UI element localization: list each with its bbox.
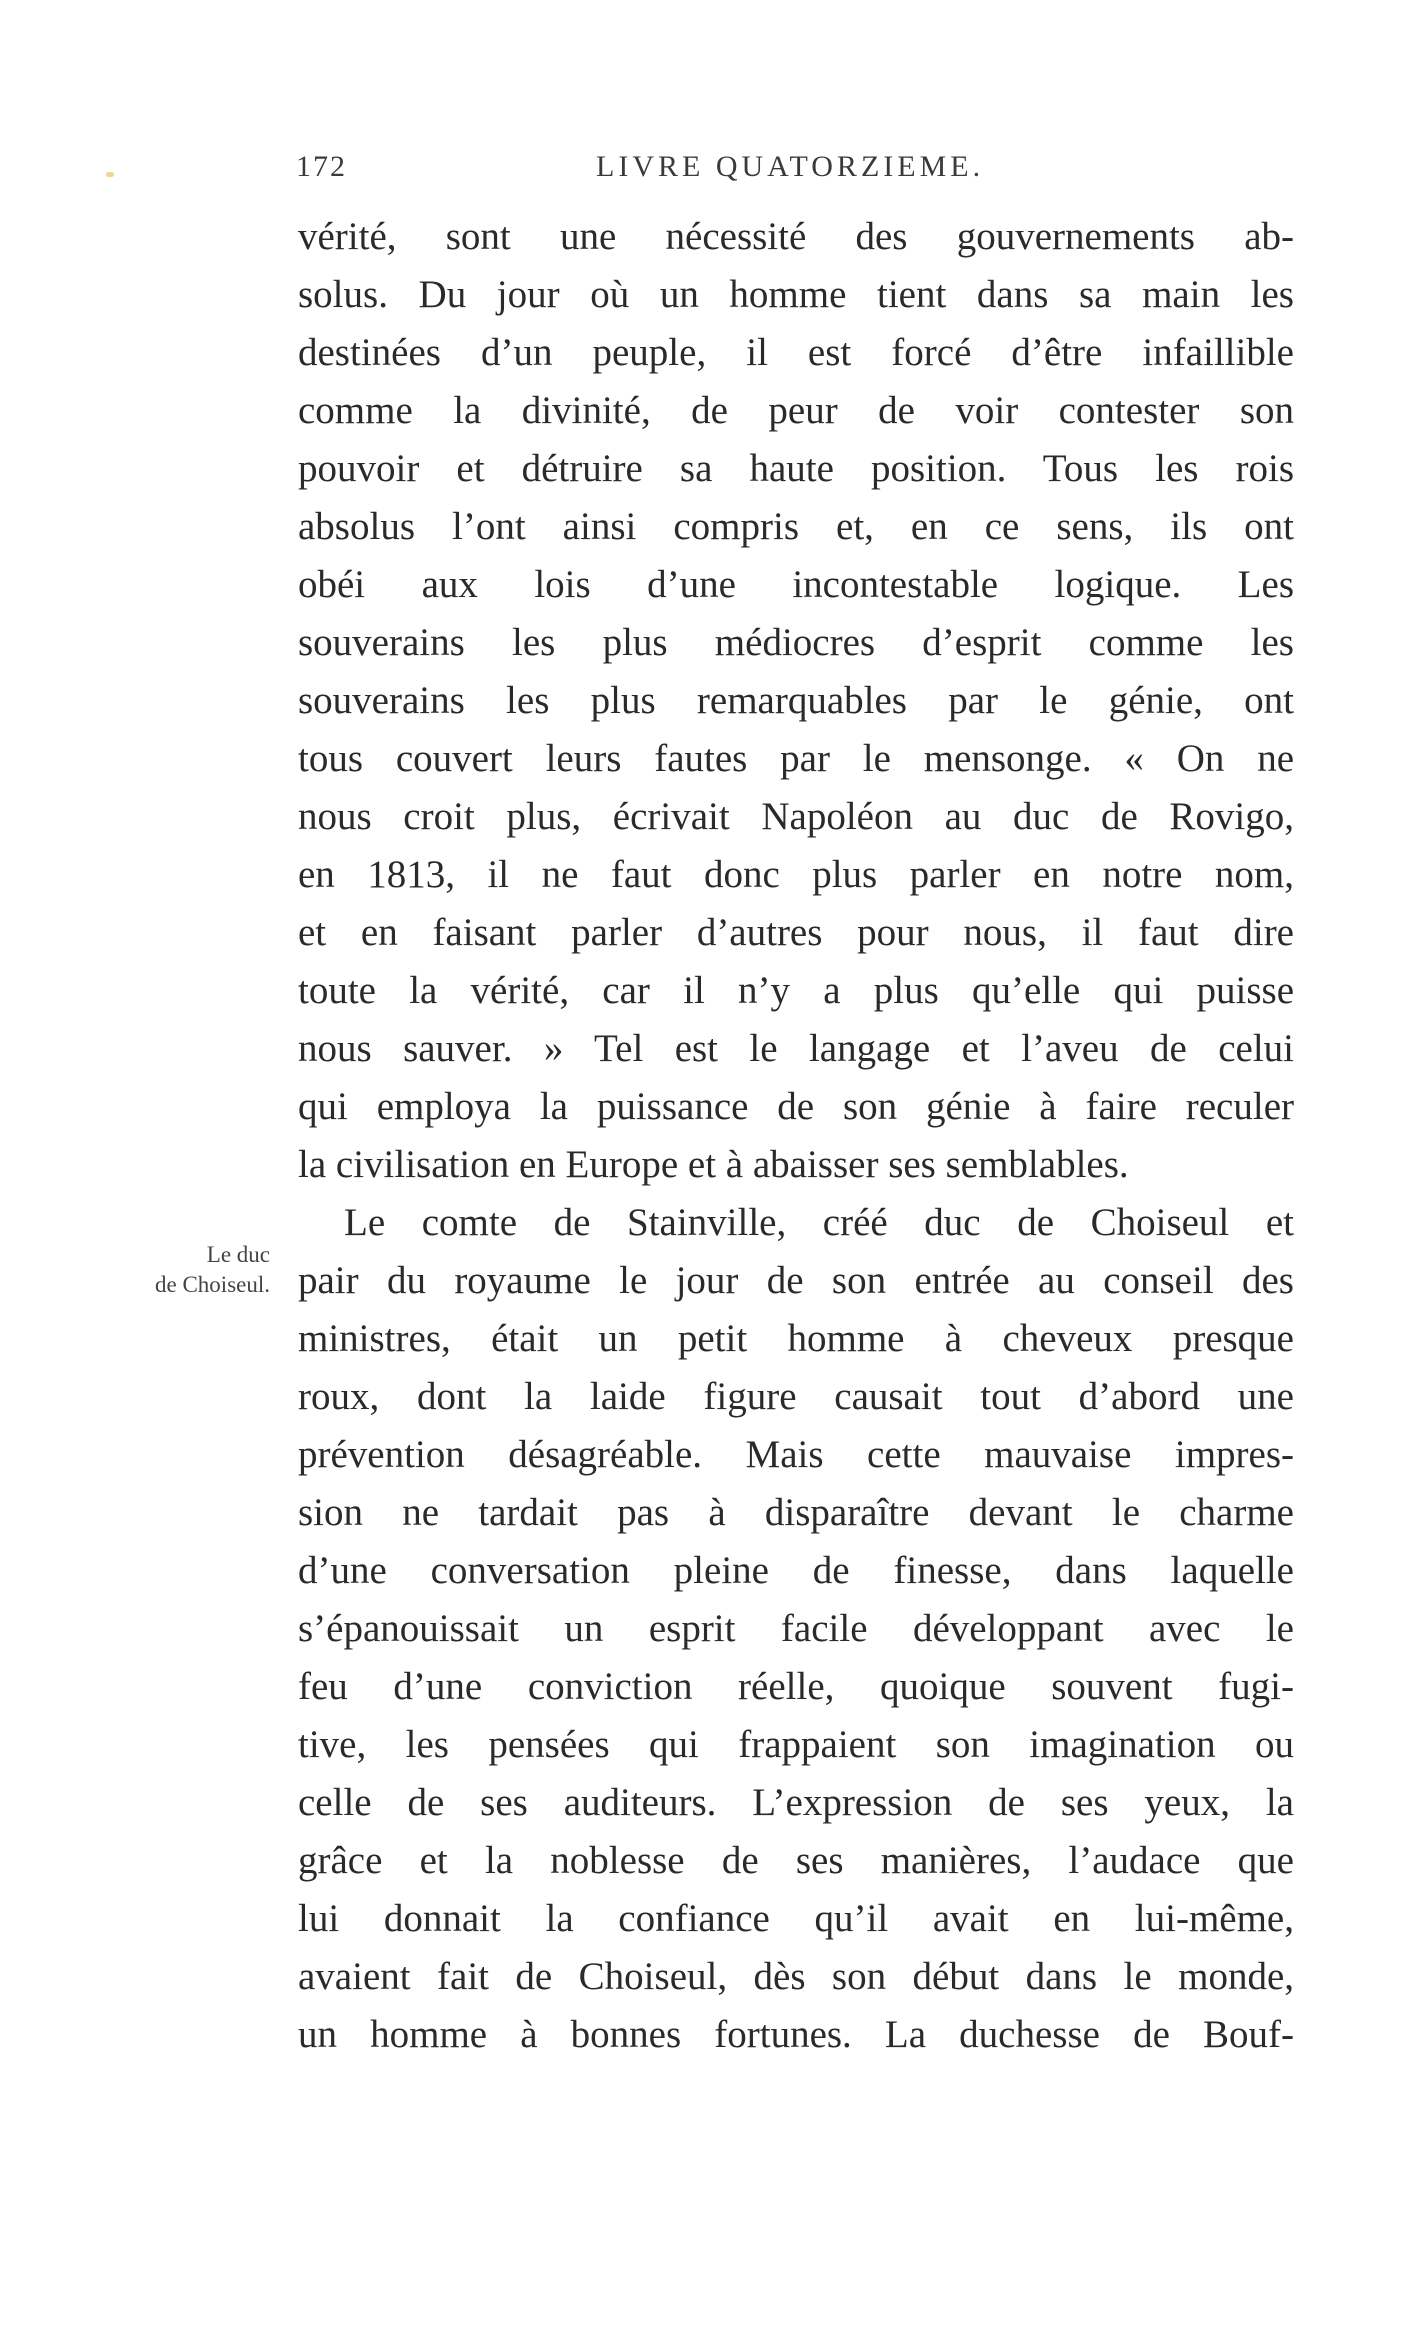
text-line: s’épanouissait un esprit facile développant avec le [298, 1607, 1294, 1650]
text-line: avaient fait de Choiseul, dès son début dans le monde, [298, 1955, 1294, 1998]
margin-note-line: Le duc [206, 1242, 270, 1267]
text-line: et en faisant parler d’autres pour nous, il faut dire [298, 911, 1294, 954]
text-line: obéi aux lois d’une incontestable logique. Les [298, 563, 1294, 606]
text-line: tive, les pensées qui frappaient son imagination ou [298, 1723, 1294, 1766]
margin-note [80, 1240, 270, 1300]
body-text [298, 208, 1294, 2064]
text-line: sion ne tardait pas à disparaître devant le charme [298, 1491, 1294, 1534]
text-line: comme la divinité, de peur de voir contester son [298, 389, 1294, 432]
text-line: pouvoir et détruire sa haute position. Tous les rois [298, 447, 1294, 490]
page-header [296, 150, 996, 200]
text-line: souverains les plus remarquables par le génie, ont [298, 679, 1294, 722]
text-line: roux, dont la laide figure causait tout d’abord une [298, 1375, 1294, 1418]
text-line: la civilisation en Europe et à abaisser ses semblables. [298, 1143, 1129, 1186]
text-line: souverains les plus médiocres d’esprit comme les [298, 621, 1294, 664]
text-line: pair du royaume le jour de son entrée au conseil des [298, 1259, 1294, 1302]
text-line: feu d’une conviction réelle, quoique souvent fugi- [298, 1665, 1294, 1708]
text-line: toute la vérité, car il n’y a plus qu’elle qui puisse [298, 969, 1294, 1012]
text-line: vérité, sont une nécessité des gouvernements ab- [298, 215, 1294, 258]
text-line: en 1813, il ne faut donc plus parler en notre nom, [298, 853, 1294, 896]
page-number: 172 [296, 150, 347, 183]
text-line: prévention désagréable. Mais cette mauvaise impres- [298, 1433, 1294, 1476]
text-line: grâce et la noblesse de ses manières, l’audace que [298, 1839, 1294, 1882]
text-line: un homme à bonnes fortunes. La duchesse de Bouf- [298, 2013, 1294, 2056]
running-title: LIVRE QUATORZIEME. [596, 150, 985, 183]
text-line: solus. Du jour où un homme tient dans sa main les [298, 273, 1294, 316]
text-line: absolus l’ont ainsi compris et, en ce sens, ils ont [298, 505, 1294, 548]
text-line: Le comte de Stainville, créé duc de Choiseul et [344, 1201, 1294, 1244]
text-line: nous croit plus, écrivait Napoléon au duc de Rovigo, [298, 795, 1294, 838]
text-line: qui employa la puissance de son génie à faire reculer [298, 1085, 1294, 1128]
text-line: destinées d’un peuple, il est forcé d’être infaillible [298, 331, 1294, 374]
text-line: ministres, était un petit homme à cheveux presque [298, 1317, 1294, 1360]
paper-speck [106, 172, 114, 177]
margin-note-line: de Choiseul. [155, 1272, 270, 1297]
text-line: lui donnait la confiance qu’il avait en lui-même, [298, 1897, 1294, 1940]
text-line: tous couvert leurs fautes par le mensonge. « On ne [298, 737, 1294, 780]
paragraph-1 [298, 208, 1294, 1194]
text-line: celle de ses auditeurs. L’expression de ses yeux, la [298, 1781, 1294, 1824]
paragraph-2 [298, 1194, 1294, 2064]
text-line: nous sauver. » Tel est le langage et l’aveu de celui [298, 1027, 1294, 1070]
text-line: d’une conversation pleine de finesse, dans laquelle [298, 1549, 1294, 1592]
